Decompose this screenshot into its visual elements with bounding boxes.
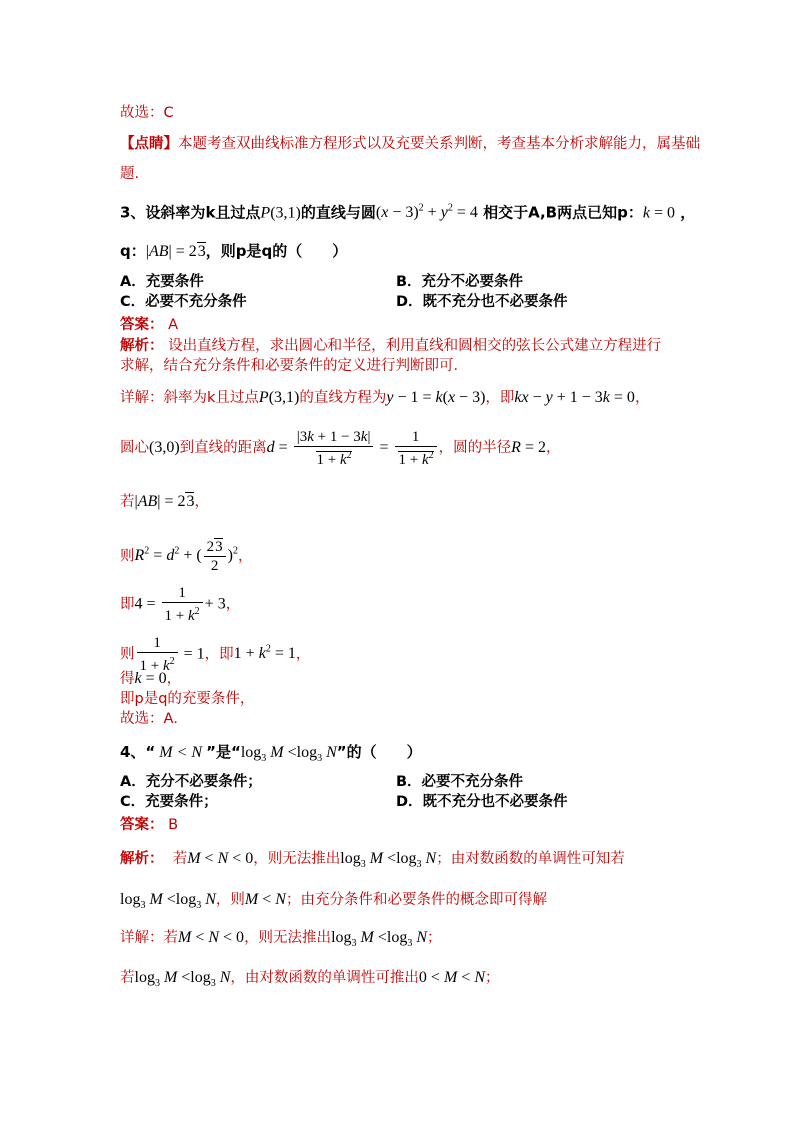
comment-text: 本题考查双曲线标准方程形式以及充要关系判断，考查基本分析求解能力，属基础 <box>178 136 700 152</box>
q3-stem-line1: 3、设斜率为k且过点P(3,1)的直线与圆$(x - 3)^2 + y^2 = 4$ 相交于A,B两点已知p：k = 0 ， <box>120 203 696 222</box>
q3-option-c: C．必要不充分条件 <box>120 294 247 310</box>
select-c-line: 故选：C <box>120 105 174 121</box>
comment-tag: 【点睛】 <box>120 136 178 152</box>
q3-detail-line1: 详解：斜率为k且过点P(3,1)的直线方程为y − 1 = k(x − 3)，即kx − y + 1 − 3k = 0， <box>120 389 650 406</box>
q3-detail-line6: 则 $\frac{1}{1 + k^2}$ = 1，即$1 + k^2 = 1$， <box>120 634 311 674</box>
analysis-label: 解析： <box>120 851 164 867</box>
q4-detail-line1: 详解：若M < N < 0，则无法推出$\log_3 M <\log_3$ N； <box>120 929 442 950</box>
q4-answer: B <box>168 817 179 833</box>
comment-line <box>120 134 700 154</box>
q4-option-b: B．必要不充分条件 <box>396 774 524 790</box>
analysis-label: 解析： <box>120 338 164 354</box>
q4-option-d: D．既不充分也不必要条件 <box>396 794 568 810</box>
q3-detail-line3: 若|AB| = 23， <box>120 493 209 510</box>
q4-stem: 4、“ M < N ”是“$\log_3$ $M <\log_3$ N”的（ ） <box>120 743 422 765</box>
q3-analysis-line1: 解析： 设出直线方程，求出圆心和半径，利用直线和圆相交的弦长公式建立方程进行 <box>120 338 662 354</box>
q3-answer-line <box>120 315 178 335</box>
answer-label: 答案： <box>120 317 164 333</box>
answer-label: 答案： <box>120 817 164 833</box>
q3-detail-line4: 则$R^2 = d^2$ + ( $\frac{23}{2}$ )$^2$， <box>120 538 253 574</box>
q4-analysis-line2: $\log_3 M <\log_3$ N，则M < N；由充分条件和必要条件的概念即可得解 <box>120 891 547 912</box>
q3-detail-line7: 得k = 0， <box>120 670 182 687</box>
q4-option-a: A．充分不必要条件； <box>120 774 262 790</box>
q3-option-d: D．既不充分也不必要条件 <box>396 294 568 310</box>
q4-answer-line <box>120 815 178 835</box>
q3-option-a: A．充要条件 <box>120 274 204 290</box>
comment-text-cont: 题. <box>120 166 140 182</box>
q3-option-b: B．充分不必要条件 <box>396 274 524 290</box>
q3-detail-line5: 即4 = $\frac{1}{1 + k^2}$ + 3， <box>120 585 241 624</box>
q4-analysis-line1: 解析： 若M < N < 0，则无法推出$\log_3 M <\log_3$ N；由对数函数的单调性可知若 <box>120 850 625 871</box>
q3-answer: A <box>168 317 179 333</box>
q3-detail-line8: 即p是q的充要条件， <box>120 691 255 707</box>
q3-stem-line2: q：|AB| = 23，则p是q的（ ） <box>120 242 348 260</box>
q4-detail-line2: 若$\log_3 M <\log_3$ N，由对数函数的单调性可推出0 < M < N； <box>120 969 500 990</box>
q4-option-c: C．充要条件； <box>120 794 218 810</box>
q3-analysis-line2: 求解，结合充分条件和必要条件的定义进行判断即可． <box>120 358 468 374</box>
q3-detail-line2: 圆心(3,0)到直线的距离d = $\frac{|3k + 1 - 3k|}{1 + k^2}$ = $\frac{1}{1 + k^2}$ ，圆的半径R = 2， <box>120 428 561 468</box>
q3-detail-line9: 故选：A． <box>120 711 188 727</box>
